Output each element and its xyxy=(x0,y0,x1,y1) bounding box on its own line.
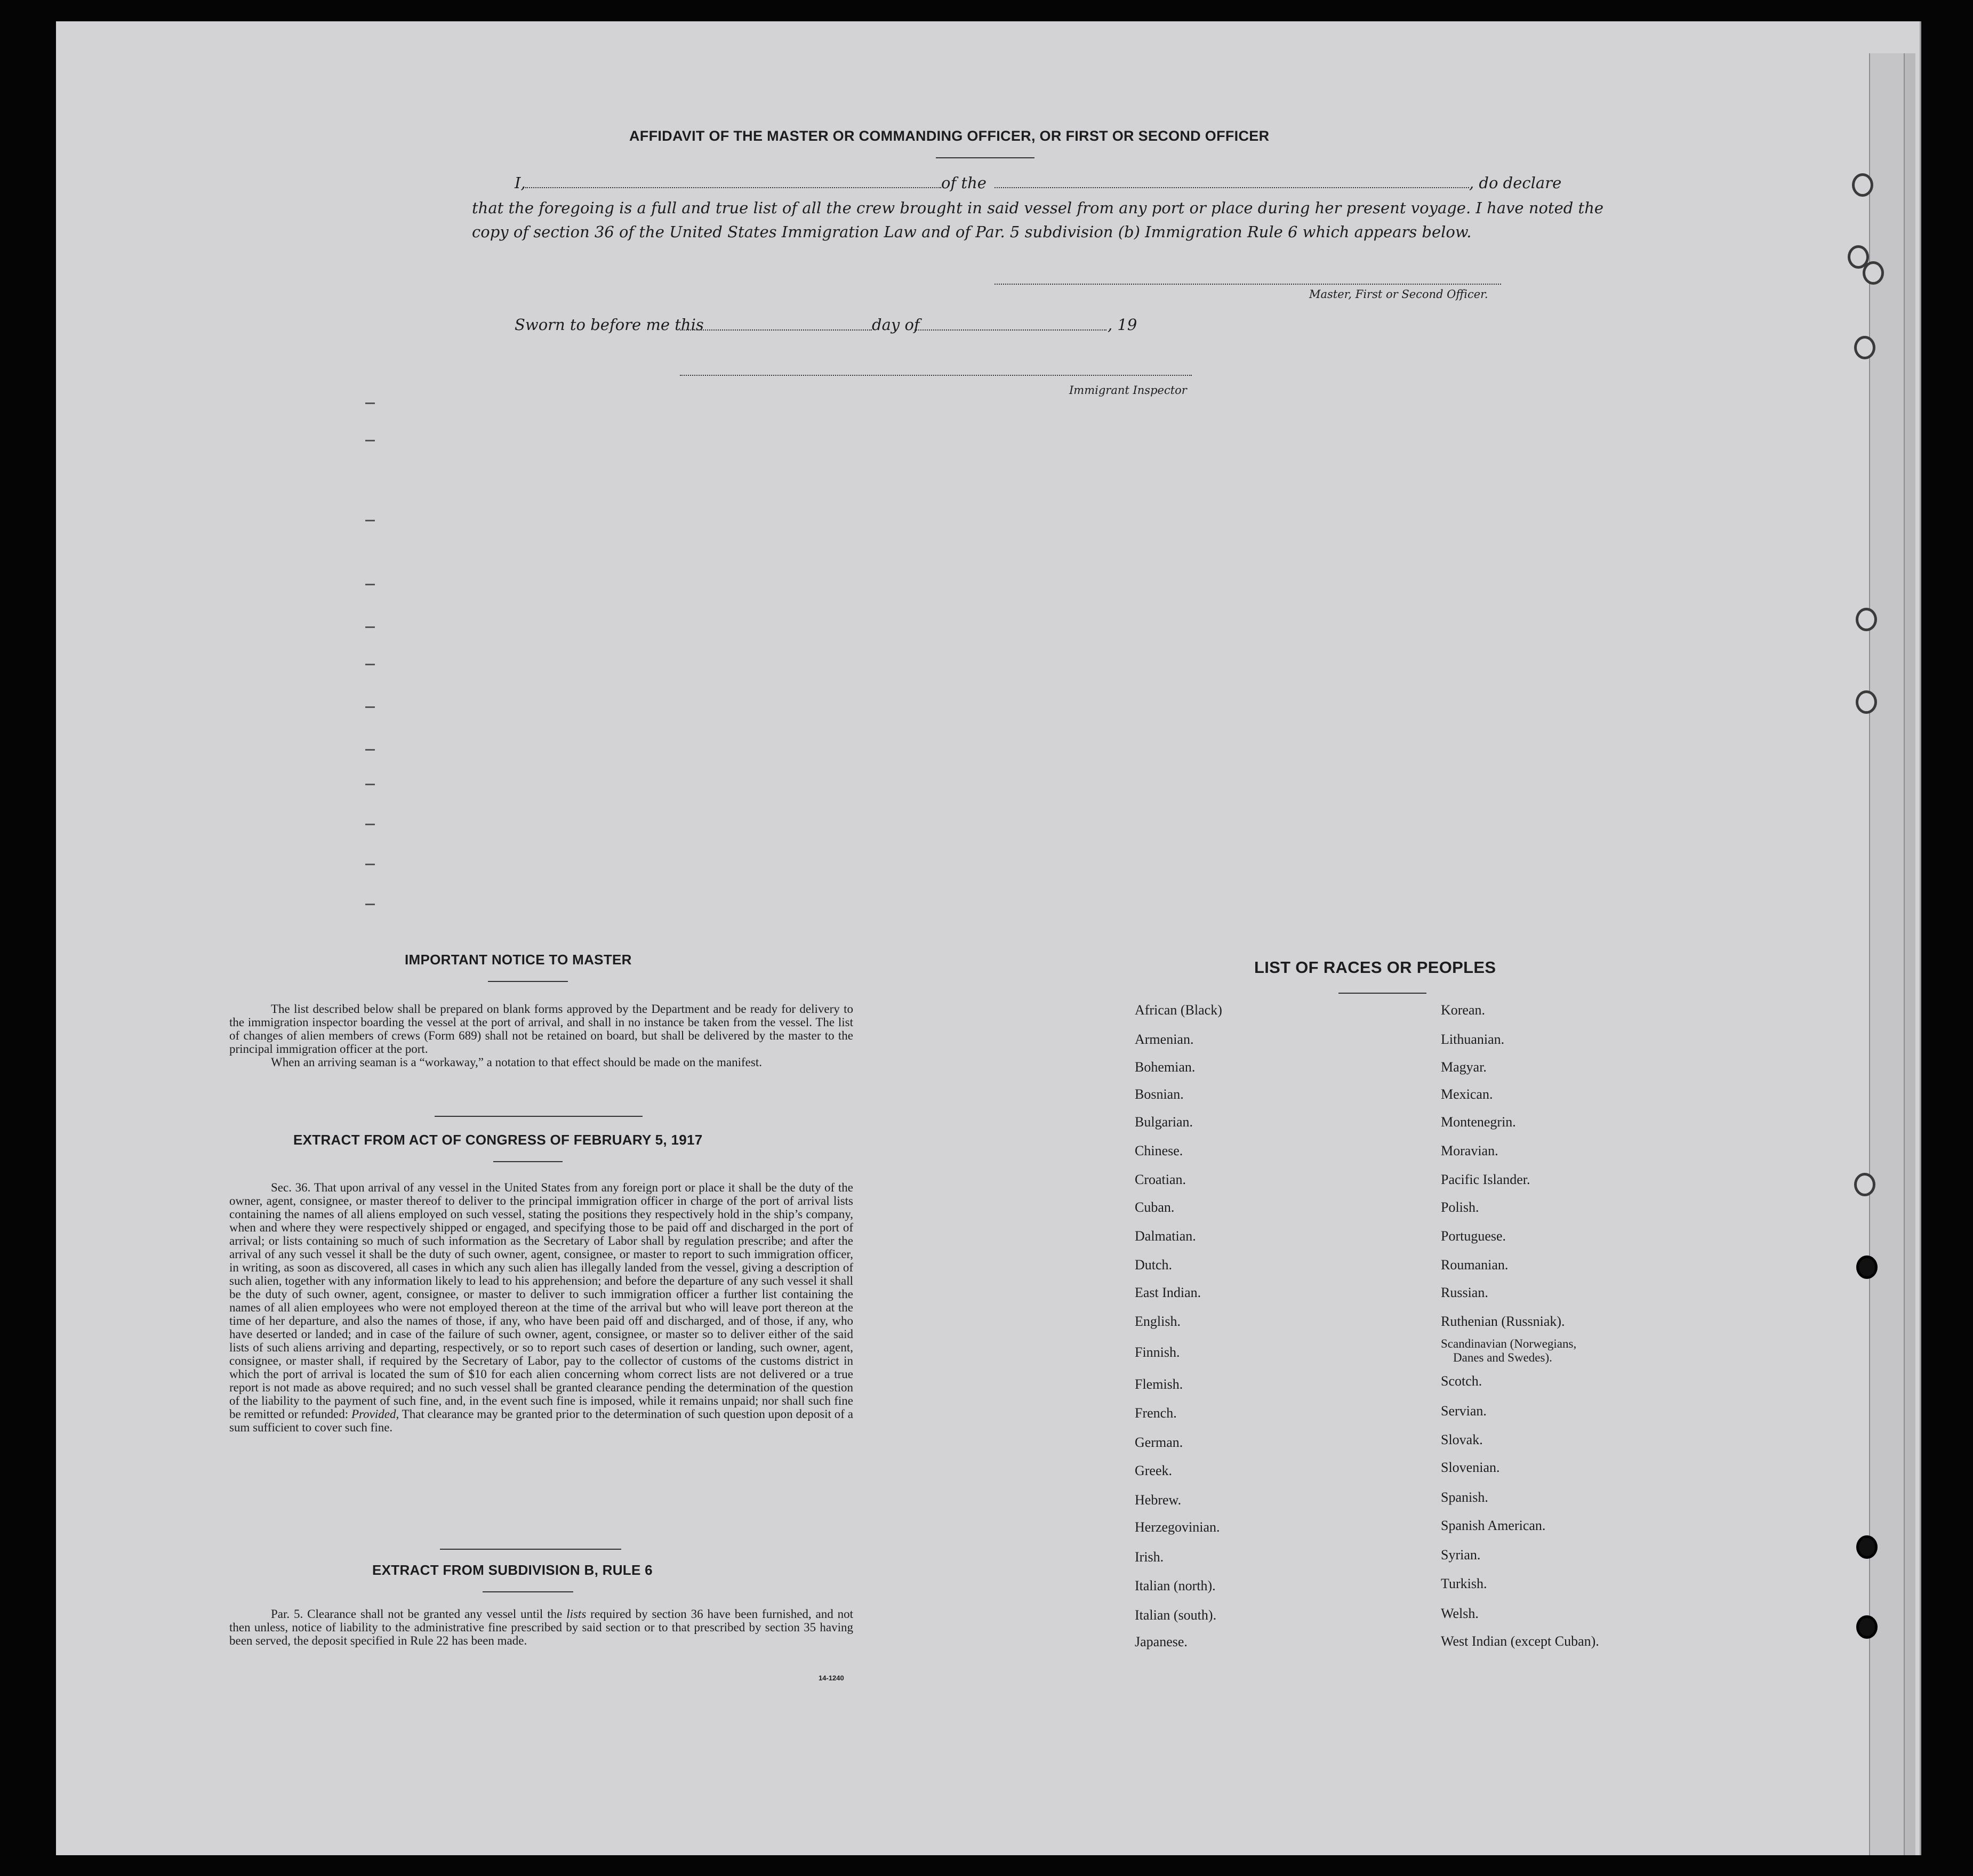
race-item: Slovenian. xyxy=(1441,1460,1500,1475)
lists-word: lists xyxy=(566,1607,587,1621)
race-item: Bulgarian. xyxy=(1135,1114,1193,1130)
affidavit-do-declare: , do declare xyxy=(1469,174,1562,192)
race-item: Lithuanian. xyxy=(1441,1032,1505,1047)
margin-tick xyxy=(365,520,375,521)
vessel-blank xyxy=(994,187,1469,188)
race-item: West Indian (except Cuban). xyxy=(1441,1633,1599,1649)
binder-hole xyxy=(1852,173,1873,197)
margin-tick xyxy=(365,864,375,865)
master-signature-line xyxy=(994,284,1501,285)
form-number: 14-1240 xyxy=(819,1674,844,1682)
day-of-label: day of xyxy=(872,316,920,334)
section-separator xyxy=(440,1549,621,1550)
extract-rule-body xyxy=(229,1607,853,1647)
binder-hole xyxy=(1854,336,1875,359)
binder-hole xyxy=(1854,1173,1875,1196)
form-page xyxy=(56,21,1921,1855)
race-item: English. xyxy=(1135,1314,1181,1329)
affidavit-i-label: I, xyxy=(515,174,526,192)
sworn-day-blank xyxy=(680,329,872,331)
margin-tick xyxy=(365,402,375,404)
binder-hole xyxy=(1856,608,1877,631)
race-item: Syrian. xyxy=(1441,1547,1481,1563)
race-item: Spanish American. xyxy=(1441,1518,1546,1533)
race-item: Russian. xyxy=(1441,1285,1488,1300)
race-item: Welsh. xyxy=(1441,1606,1479,1621)
race-item: Scandinavian (Norwegians, xyxy=(1441,1337,1577,1350)
binder-hole xyxy=(1856,1535,1878,1559)
races-underline xyxy=(1338,993,1426,994)
race-item: Polish. xyxy=(1441,1199,1479,1215)
notice-underline xyxy=(488,981,568,982)
title-underline xyxy=(936,157,1034,158)
race-item: Dalmatian. xyxy=(1135,1228,1196,1244)
race-item: Portuguese. xyxy=(1441,1228,1506,1244)
name-blank xyxy=(525,187,941,188)
sec-text-end: That clearance may be granted prior to the determination of such question upon deposit of a sum sufficient to cover such fine. xyxy=(229,1407,853,1434)
races-title: LIST OF RACES OR PEOPLES xyxy=(1254,958,1496,977)
margin-tick xyxy=(365,440,375,441)
race-item: Danes and Swedes). xyxy=(1453,1351,1552,1364)
race-item: Scotch. xyxy=(1441,1373,1482,1389)
race-item: Armenian. xyxy=(1135,1032,1194,1047)
race-item: Slovak. xyxy=(1441,1432,1483,1447)
affidavit-of-the-label: of the xyxy=(941,174,986,192)
extract-act-underline xyxy=(493,1161,563,1162)
notice-paragraph: The list described below shall be prepared on blank forms approved by the Department and be ready for delivery to the immigration inspector boarding the vessel at the port of arrival, and shall in no instance be taken from the vessel. The list of changes of alien members of crews (Form 689) shall not be retained on board, but shall be delivered by the master to the principal immigration officer at the port. xyxy=(229,1002,853,1056)
margin-tick xyxy=(365,664,375,665)
race-item: Magyar. xyxy=(1441,1059,1487,1075)
margin-tick xyxy=(365,824,375,825)
extract-act-body xyxy=(229,1181,853,1434)
race-item: Montenegrin. xyxy=(1441,1114,1516,1130)
race-item: Finnish. xyxy=(1135,1344,1180,1360)
race-item: Herzegovinian. xyxy=(1135,1519,1220,1535)
rule-text xyxy=(229,1607,853,1647)
master-signature-caption: Master, First or Second Officer. xyxy=(1309,288,1488,301)
affidavit-title: AFFIDAVIT OF THE MASTER OR COMMANDING OFFICER, OR FIRST OR SECOND OFFICER xyxy=(629,128,1270,144)
race-item: Mexican. xyxy=(1441,1086,1493,1102)
notice-paragraph: When an arriving seaman is a “workaway,” a notation to that effect should be made on the manifest. xyxy=(271,1056,762,1069)
binder-hole xyxy=(1856,1615,1878,1639)
underlying-page-edge xyxy=(1904,53,1915,1855)
margin-tick xyxy=(365,706,375,708)
sec-text: That upon arrival of any vessel in the United States from any foreign port or place it shall be the duty of the owner, agent, consignee, or master thereof to deliver to the principal immigration officer in charge of the port of arrival lists containing the names of all aliens employed on such vessel, stating the positions they respectively hold in the ship’s company, when and where they were respectively shipped or engaged, and specifying those to be paid off and discharged in the port of arrival; or lists containing so much of such information as the Secretary of Labor shall by regulation prescribe; and after the arrival of any such vessel it shall be the duty of such owner, agent, consignee, or master to report to such immigration officer, in writing, as soon as discovered, all cases in which any such alien has illegally landed from the vessel, giving a description of such alien, together with any information likely to lead to his apprehension; and before the departure of any such vessel it shall be the duty of such owner, agent, consignee, or master to deliver to such immigration officer a further list containing the names of all alien employees who were not employed thereon at the time of the arrival but who will leave port thereon at the time of her departure, and also the names of those, if any, who have been paid off and discharged, and of those, if any, who have deserted or landed; and in case of the failure of such owner, agent, consignee, or master so to deliver either of the said lists of such aliens arriving and departing, respectively, or so to report such cases of desertion or landing, such owner, agent, consignee, or master shall, if required by the Secretary of Labor, pay to the collector of customs of the customs district in which the port of arrival is located the sum of $10 for each alien concerning whom correct lists are not delivered or a true report is not made as above required; and no such vessel shall be granted clearance pending the determination of the question of the liability to the payment of such fine, and, in the event such fine is imposed, while it remains unpaid; nor shall such fine be remitted or refunded: xyxy=(229,1181,854,1421)
margin-tick xyxy=(365,749,375,751)
race-item: Chinese. xyxy=(1135,1143,1183,1158)
race-item: East Indian. xyxy=(1135,1285,1201,1300)
race-item: African (Black) xyxy=(1135,1002,1222,1018)
extract-rule-title: EXTRACT FROM SUBDIVISION B, RULE 6 xyxy=(372,1562,653,1578)
race-item: Pacific Islander. xyxy=(1441,1172,1530,1187)
margin-tick xyxy=(365,584,375,585)
inspector-caption: Immigrant Inspector xyxy=(1069,384,1187,397)
race-item: Italian (south). xyxy=(1135,1607,1217,1623)
binder-hole xyxy=(1863,261,1884,285)
extract-rule-underline xyxy=(483,1591,573,1592)
race-item: Flemish. xyxy=(1135,1376,1183,1392)
race-item: Dutch. xyxy=(1135,1257,1173,1273)
race-item: Turkish. xyxy=(1441,1576,1487,1591)
race-item: Servian. xyxy=(1441,1403,1487,1419)
notice-title: IMPORTANT NOTICE TO MASTER xyxy=(405,952,632,968)
race-item: Italian (north). xyxy=(1135,1578,1216,1593)
race-item: Greek. xyxy=(1135,1463,1173,1478)
rule-text-start: Par. 5. Clearance shall not be granted any vessel until the xyxy=(271,1607,563,1621)
sworn-month-blank xyxy=(915,329,1106,331)
provided-label: Provided, xyxy=(351,1407,399,1421)
race-item: French. xyxy=(1135,1405,1177,1421)
sworn-label: Sworn to before me this xyxy=(515,316,704,334)
section-36-text xyxy=(229,1181,853,1434)
notice-body xyxy=(229,1002,853,1069)
binder-hole xyxy=(1856,1255,1878,1279)
race-item: Bosnian. xyxy=(1135,1086,1184,1102)
race-item: Ruthenian (Russniak). xyxy=(1441,1314,1565,1329)
section-separator xyxy=(435,1116,643,1117)
race-item: Hebrew. xyxy=(1135,1492,1182,1508)
inspector-signature-line xyxy=(680,375,1192,376)
affidavit-line-3: copy of section 36 of the United States Immigration Law and of Par. 5 subdivision (b) Immigration Rule 6 which appears below. xyxy=(472,223,1472,241)
race-item: Croatian. xyxy=(1135,1172,1186,1187)
binder-hole xyxy=(1856,690,1877,714)
margin-tick xyxy=(365,904,375,905)
year-label: , 19 xyxy=(1108,316,1137,334)
race-item: Irish. xyxy=(1135,1549,1164,1565)
margin-tick xyxy=(365,626,375,628)
race-item: Spanish. xyxy=(1441,1489,1488,1505)
race-item: Roumanian. xyxy=(1441,1257,1509,1273)
affidavit-line-2: that the foregoing is a full and true list of all the crew brought in said vessel from any port or place during her present voyage. I have noted the xyxy=(472,199,1604,217)
race-item: Cuban. xyxy=(1135,1199,1175,1215)
rule-text-end: required by section 36 have been furnished, and not then unless, notice of liability to the administrative fine prescribed by said section or to that prescribed by section 35 having been served, the deposit specified in Rule 22 has been made. xyxy=(229,1607,854,1647)
race-item: Japanese. xyxy=(1135,1634,1188,1649)
race-item: German. xyxy=(1135,1435,1183,1450)
extract-act-title: EXTRACT FROM ACT OF CONGRESS OF FEBRUARY 5, 1917 xyxy=(293,1132,703,1148)
race-item: Bohemian. xyxy=(1135,1059,1196,1075)
sec-label: Sec. 36. xyxy=(271,1181,311,1194)
race-item: Korean. xyxy=(1441,1002,1486,1018)
margin-tick xyxy=(365,784,375,785)
race-item: Moravian. xyxy=(1441,1143,1498,1158)
